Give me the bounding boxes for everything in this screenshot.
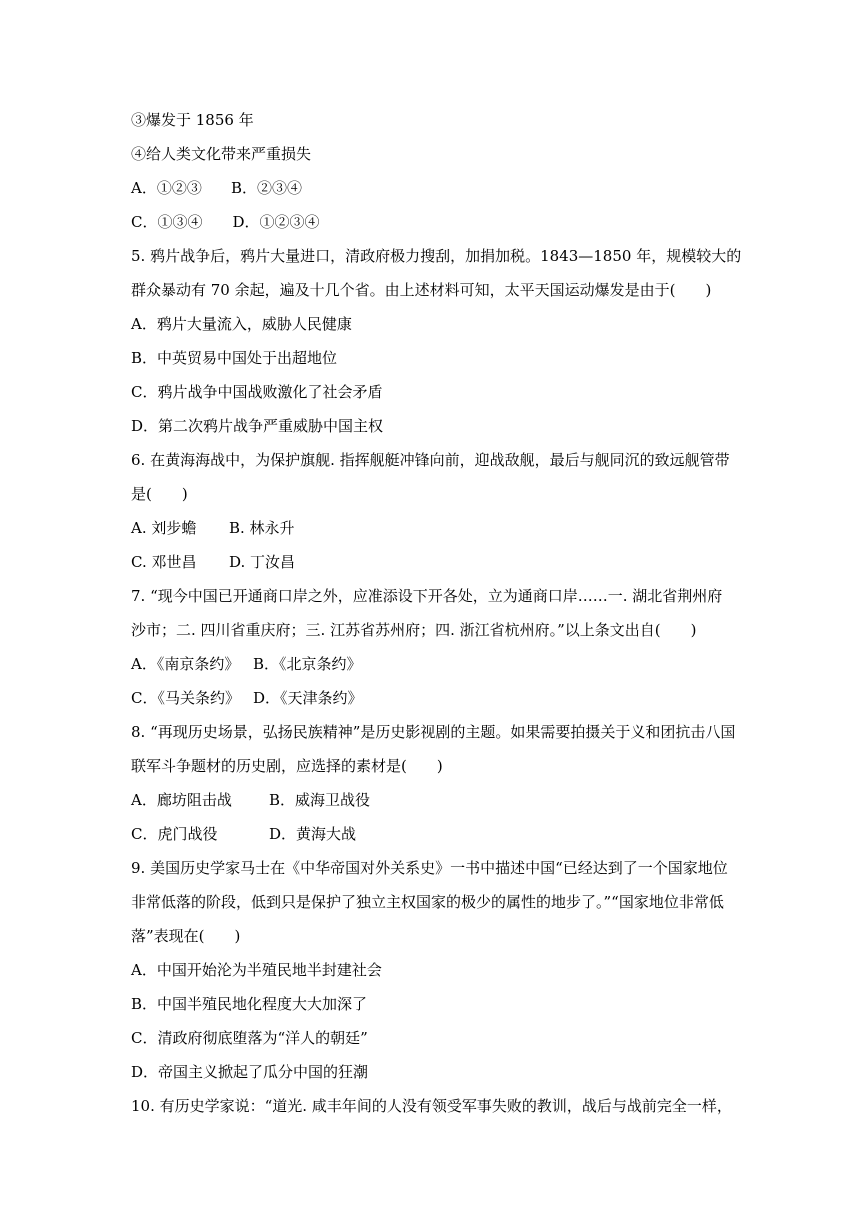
option-b: B．威海卫战役 <box>269 791 371 809</box>
option-b: B. 林永升 <box>229 519 295 537</box>
text-line: 联军斗争题材的历史剧，应选择的素材是( ) <box>131 757 443 775</box>
option-c: C．《马关条约》 <box>131 689 240 707</box>
text-line: 群众暴动有 70 余起，遍及十几个省。由上述材料可知，太平天国运动爆发是由于( ) <box>131 281 712 299</box>
option-a: A．①②③ <box>131 179 202 197</box>
text-line: ③爆发于 1856 年 <box>131 111 254 129</box>
text-line: 是( ) <box>131 485 188 503</box>
option-a: A．中国开始沦为半殖民地半封建社会 <box>131 961 382 979</box>
option-b: B．中英贸易中国处于出超地位 <box>131 349 338 367</box>
options-row <box>131 518 295 538</box>
options-row <box>131 654 362 674</box>
text-line: 非常低落的阶段，低到只是保护了独立主权国家的极少的属性的地步了。”“国家地位非常低 <box>131 893 724 911</box>
question-8: 8. “再现历史场景，弘扬民族精神”是历史影视剧的主题。如果需要拍摄关于义和团抗击八国 <box>131 723 736 741</box>
options-row <box>131 688 363 708</box>
text-line: ④给人类文化带来严重损失 <box>131 145 312 163</box>
text-line: 落”表现在( ) <box>131 927 241 945</box>
option-d: D．《天津条约》 <box>253 689 363 707</box>
options-row <box>131 824 356 844</box>
option-d: D．帝国主义掀起了瓜分中国的狂潮 <box>131 1063 369 1081</box>
option-d: D. 丁汝昌 <box>229 553 296 571</box>
option-a: A．廊坊阻击战 <box>131 791 232 809</box>
option-b: B．②③④ <box>231 179 303 197</box>
options-row <box>131 552 295 572</box>
question-7: 7. “现今中国已开通商口岸之外，应准添设下开各处，立为通商口岸……一. 湖北省荆州府 <box>131 587 723 605</box>
option-a: A．鸦片大量流入，威胁人民健康 <box>131 315 352 333</box>
option-c: C．鸦片战争中国战败激化了社会矛盾 <box>131 383 383 401</box>
option-d: D．第二次鸦片战争严重威胁中国主权 <box>131 417 384 435</box>
options-row <box>131 790 370 810</box>
question-6: 6. 在黄海海战中，为保护旗舰. 指挥舰艇冲锋向前，迎战敌舰，最后与舰同沉的致远舰管带 <box>131 451 730 469</box>
question-9: 9. 美国历史学家马士在《中华帝国对外关系史》一书中描述中国“已经达到了一个国家地位 <box>131 859 728 877</box>
option-c: C. 邓世昌 <box>131 553 197 571</box>
option-b: B．中国半殖民地化程度大大加深了 <box>131 995 368 1013</box>
text-line: 沙市；二. 四川省重庆府；三. 江苏省苏州府；四. 浙江省杭州府。”以上条文出自( ) <box>131 621 697 639</box>
option-c: C．虎门战役 <box>131 825 218 843</box>
option-a: A．《南京条约》 <box>131 655 240 673</box>
option-b: B．《北京条约》 <box>253 655 362 673</box>
options-row: C．①③④ D．①②③④ <box>131 213 320 231</box>
option-c: C．清政府彻底堕落为“洋人的朝廷” <box>131 1029 368 1047</box>
question-10: 10. 有历史学家说：“道光. 咸丰年间的人没有领受军事失败的教训，战后与战前完全一样， <box>131 1097 732 1115</box>
option-a: A. 刘步蟾 <box>131 519 197 537</box>
options-row <box>131 178 302 198</box>
option-d: D．黄海大战 <box>269 825 357 843</box>
question-5: 5. 鸦片战争后，鸦片大量进口，清政府极力搜刮，加捐加税。1843—1850 年，规模较大的 <box>131 247 742 265</box>
